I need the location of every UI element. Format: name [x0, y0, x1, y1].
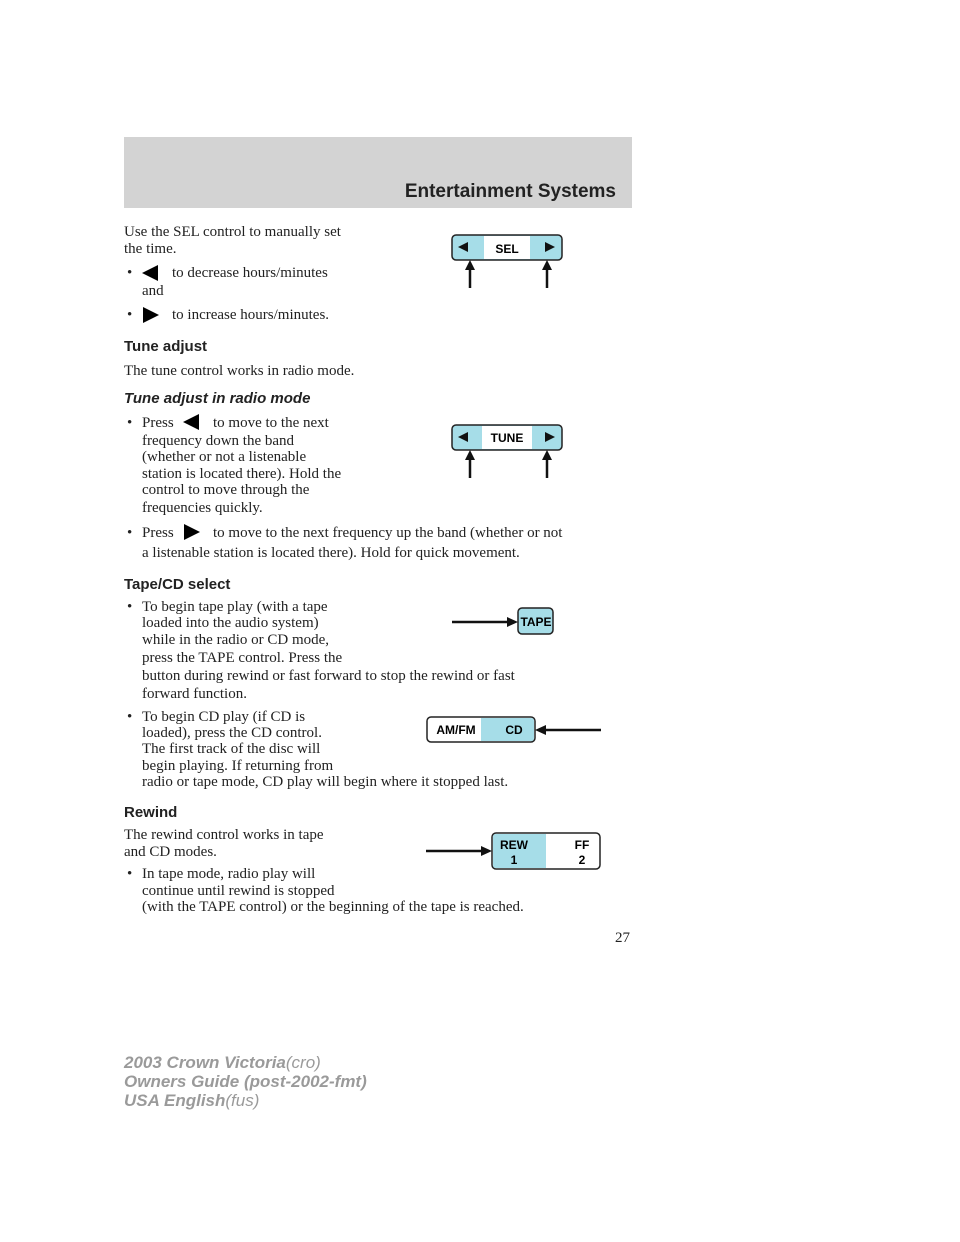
tune-bullet1-line3: (whether or not a listenable [142, 449, 307, 465]
arrow-head [542, 260, 552, 270]
amfm-label: AM/FM [436, 723, 476, 737]
sel-control-figure [448, 234, 568, 294]
arrow-head [507, 617, 518, 627]
ff-label: FF [574, 838, 590, 852]
tune-bullet1-line5: control to move through the [142, 482, 310, 498]
tape-bullet1-line6: forward function. [142, 686, 247, 702]
bullet-dot: • [127, 525, 133, 541]
footer-line-3 [124, 1091, 259, 1111]
arrow-head [465, 450, 475, 460]
rewind-heading: Rewind [124, 804, 178, 821]
tune-control-figure [448, 424, 568, 484]
cd-bullet2-line2: loaded), press the CD control. [142, 725, 322, 741]
footer-language-code: (fus) [225, 1091, 260, 1110]
tune-adjust-subheading: Tune adjust in radio mode [124, 390, 311, 407]
left-triangle-icon [183, 413, 199, 431]
cd-bullet2-line5: radio or tape mode, CD play will begin where it stopped last. [142, 774, 509, 790]
bullet-dot: • [127, 265, 133, 281]
tape-bullet1-line1: To begin tape play (with a tape [142, 599, 328, 615]
bullet-dot: • [127, 415, 133, 431]
tune-adjust-text: The tune control works in radio mode. [124, 363, 355, 379]
tune-bullet1-prefix: Press [142, 415, 174, 431]
footer-model-code: (cro) [285, 1053, 321, 1072]
tune-bullet2-prefix: Press [142, 525, 174, 541]
footer-language: USA English [124, 1091, 226, 1110]
rewind-bullet1-line3: (with the TAPE control) or the beginning of the tape is reached. [142, 899, 524, 915]
intro-line-2: the time. [124, 241, 177, 257]
tape-bullet1-line3: while in the radio or CD mode, [142, 632, 330, 648]
tape-bullet1-line2: loaded into the audio system) [142, 615, 319, 631]
footer-model: 2003 Crown Victoria [124, 1053, 286, 1072]
intro-line-1: Use the SEL control to manually set [124, 224, 341, 240]
cd-bullet2-line1: To begin CD play (if CD is [142, 709, 306, 725]
page-number: 27 [615, 930, 630, 946]
rew-number: 1 [510, 853, 518, 867]
tape-bullet1-line4: press the TAPE control. Press the [142, 650, 343, 666]
tape-cd-heading: Tape/CD select [124, 576, 231, 593]
intro-bullet2: to increase hours/minutes. [172, 307, 330, 323]
arrow-head [465, 260, 475, 270]
cd-label: CD [505, 723, 523, 737]
tape-bullet1-line5: button during rewind or fast forward to stop the rewind or fast [142, 668, 515, 684]
amfm-cd-figure [425, 715, 605, 745]
rew-ff-figure [426, 831, 606, 873]
footer-line-2 [124, 1072, 367, 1092]
tune-bullet1-line1: to move to the next [213, 415, 329, 431]
rewind-bullet1-line2: continue until rewind is stopped [142, 883, 335, 899]
arrow-head [542, 450, 552, 460]
cd-bullet2-line3: The first track of the disc will [142, 741, 321, 757]
bullet-dot: • [127, 709, 133, 725]
arrow-head [535, 725, 546, 735]
right-triangle-icon [143, 306, 159, 324]
right-triangle-icon [184, 523, 200, 541]
footer-guide: Owners Guide (post-2002-fmt) [124, 1072, 367, 1091]
section-header [124, 137, 632, 208]
tune-bullet1-line6: frequencies quickly. [142, 500, 263, 516]
tune-bullet2-line2: a listenable station is located there). Hold for quick movement. [142, 545, 520, 561]
cd-bullet2-line4: begin playing. If returning from [142, 758, 334, 774]
footer-line-1 [124, 1053, 321, 1073]
bullet-dot: • [127, 866, 133, 882]
tune-adjust-heading: Tune adjust [124, 338, 208, 355]
left-triangle-icon [142, 264, 158, 282]
tune-bullet1-line2: frequency down the band [142, 433, 295, 449]
ff-number: 2 [578, 853, 586, 867]
intro-bullet1-line2: and [142, 283, 164, 299]
bullet-dot: • [127, 307, 133, 323]
sel-label: SEL [495, 242, 519, 256]
rew-label: REW [500, 838, 528, 852]
rewind-line-2: and CD modes. [124, 844, 217, 860]
tune-label: TUNE [490, 431, 524, 445]
tune-bullet1-line4: station is located there). Hold the [142, 466, 342, 482]
arrow-head [481, 846, 492, 856]
intro-bullet1-line1: to decrease hours/minutes [172, 265, 328, 281]
tune-bullet2-line1: to move to the next frequency up the band (whether or not [213, 525, 563, 541]
section-title: Entertainment Systems [404, 181, 616, 202]
rewind-line-1: The rewind control works in tape [124, 827, 324, 843]
rewind-bullet1-line1: In tape mode, radio play will [142, 866, 316, 882]
bullet-dot: • [127, 599, 133, 615]
tape-label: TAPE [520, 615, 552, 629]
tape-control-figure [452, 606, 562, 638]
